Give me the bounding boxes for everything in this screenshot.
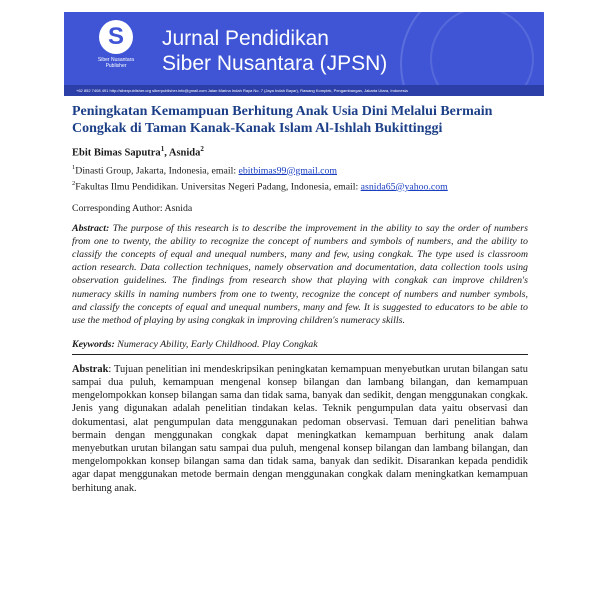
abstract-text: The purpose of this research is to describe the improvement in the ability to say the order of numbers from one to twenty, the ability to recognize the concept of numbers and symbols of numbers, and the ability to classify the concepts of equal and unequal numbers, many and few, using congkak. The type used is classroom action research. Data collection techniques, namely observation and documentation, data collection tools using observation guidelines. The findings from research show that playing with congkak can improve children's numeracy skills in naming numbers from one to twenty, recognize the concept of numbers and number symbols, and classify the concepts of equal and unequal numbers, many and few. It is suggested to educators to be able to use the method of playing by using congkak in improving children's numeracy skills. (72, 223, 528, 326)
journal-title-line1: Jurnal Pendidikan (162, 27, 329, 50)
keywords (72, 339, 528, 350)
affiliation-sup: 1 (72, 163, 76, 171)
contact-strip: +62 852 7408 491 http://siberpublisher.org siberpublisher.info@gmail.com Jalan Marina Indah Raya No. 7 (Jaya Indah Bayar), Rawang Komplek, Pengambangan, Jakarta Utara, Indonesia (64, 85, 544, 96)
author-name: Ebit Bimas Saputra (72, 147, 161, 159)
author-name: Asnida (168, 147, 201, 159)
affiliation-1 (72, 161, 528, 177)
keywords-label: Keywords: (72, 338, 115, 350)
logo-caption: Siber Nusantara Publisher (97, 57, 135, 69)
abstract-english (72, 222, 528, 327)
journal-title (162, 26, 387, 76)
article-title: Peningkatan Kemampuan Berhitung Anak Usia Dini Melalui Bermain Congkak di Taman Kanak-Kanak Islam Al-Ishlah Bukittinggi (72, 104, 493, 136)
author-sup: 2 (200, 145, 204, 153)
journal-banner (64, 12, 544, 96)
affiliation-2 (72, 177, 528, 193)
author-line (72, 145, 528, 159)
affiliation-sup: 2 (72, 179, 76, 187)
journal-title-line2: Siber Nusantara (JPSN) (162, 52, 388, 75)
banner-ornament-inner (430, 12, 534, 96)
corresponding-author: Corresponding Author: Asnida (72, 203, 193, 215)
affiliation-text: Dinasti Group, Jakarta, Indonesia, email: (75, 164, 239, 176)
publisher-logo (92, 20, 140, 76)
abstract-label: Abstract: (72, 223, 110, 235)
author-sup: 1 (160, 145, 165, 153)
email-link[interactable]: ebitbimas99@gmail.com (238, 164, 338, 176)
abstract-indonesian (72, 363, 528, 495)
keywords-value: Numeracy Ability, Early Childhood. Play Congkak (114, 338, 318, 350)
author-separator: , (164, 147, 169, 159)
section-divider (72, 354, 528, 355)
email-link[interactable]: asnida65@yahoo.com (360, 181, 448, 193)
article-body (72, 104, 528, 495)
abstrak-text: : Tujuan penelitian ini mendeskripsikan peningkatan kemampuan menyebutkan urutan bilangan satu sampai dua puluh, kemampuan mengenal konsep bilangan dan lambang bilangan, dan kemampuan mengelompokkan konsep bilangan sama dan tidak sama, banyak dan sedikit, dengan menggunakan congkak. Jenis yang digunakan adalah penelitian tindakan kelas. Teknik pengumpulan data yaitu observasi dan dokumentasi, alat pengumpulan data menggunakan pedoman observasi. Temuan dari penelitian bahwa bermain dengan menggunakan congkak dapat meningkatkan kemampuan berhitung anak dalam menyebutkan urutan bilangan satu sampai dua puluh, mengenal konsep bilangan dan lambang bilangan, dan mengelompokkan konsep bilangan sama dan tidak sama, banyak dan sedikit. Disarankan kepada pendidik agar dapat menggunakan metode bermain dengan menggunakan congkak dalam meningkatkan kemampuan berhitung anak. (72, 363, 528, 494)
affiliation-text: Fakultas Ilmu Pendidikan. Universitas Negeri Padang, Indonesia, email: (75, 181, 361, 193)
abstrak-label: Abstrak (72, 363, 109, 375)
logo-mark: S (99, 20, 133, 54)
